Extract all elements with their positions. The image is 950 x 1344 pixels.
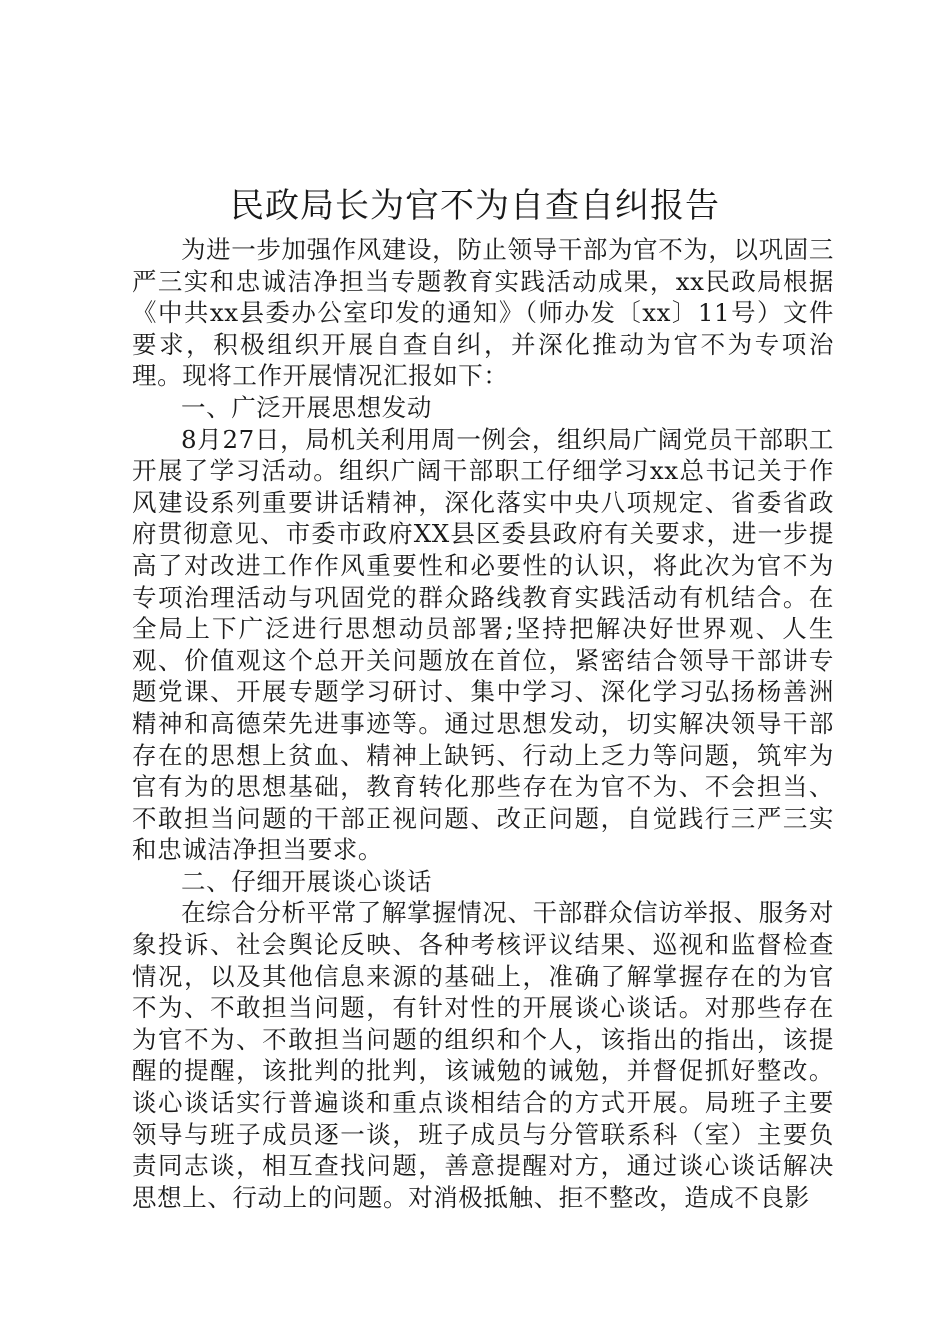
section-heading-1: 一、广泛开展思想发动: [181, 392, 432, 422]
section-body-2: 在综合分析平常了解掌握情况、干部群众信访举报、服务对象投诉、社会舆论反映、各种考核评议结果、巡视和监督检查情况，以及其他信息来源的基础上，准确了解掌握存在的为官不为、不敢担当问题，有针对性的开展谈心谈话。对那些存在为官不为、不敢担当问题的组织和个人，该指出的指出，该提醒的提醒，该批判的批判，该诫勉的诫勉，并督促抓好整改。谈心谈话实行普遍谈和重点谈相结合的方式开展。局班子主要领导与班子成员逐一谈，班子成员与分管联系科（室）主要负责同志谈，相互查找问题，善意提醒对方，通过谈心谈话解决思想上、行动上的问题。对消极抵触、拒不整改，造成不良影: [132, 898, 834, 1212]
document-body: [132, 234, 834, 1213]
document-title: 民政局长为官不为自查自纠报告: [230, 186, 720, 226]
intro-paragraph: 为进一步加强作风建设，防止领导干部为官不为，以巩固三严三实和忠诚洁净担当专题教育实践活动成果，xx民政局根据《中共xx县委办公室印发的通知》（师办发〔xx〕11号）文件要求，积极组织开展自查自纠，并深化推动为官不为专项治理。现将工作开展情况汇报如下：: [132, 235, 834, 391]
section-body-1: 8月27日，局机关利用周一例会，组织局广阔党员干部职工开展了学习活动。组织广阔干部职工仔细学习xx总书记关于作风建设系列重要讲话精神，深化落实中央八项规定、省委省政府贯彻意见、市委市政府XX县区委县政府有关要求，进一步提高了对改进工作作风重要性和必要性的认识，将此次为官不为专项治理活动与巩固党的群众路线教育实践活动有机结合。在全局上下广泛进行思想动员部署;坚持把解决好世界观、人生观、价值观这个总开关问题放在首位，紧密结合领导干部讲专题党课、开展专题学习研讨、集中学习、深化学习弘扬杨善洲精神和高德荣先进事迹等。通过思想发动，切实解决领导干部存在的思想上贫血、精神上缺钙、行动上乏力等问题，筑牢为官有为的思想基础，教育转化那些存在为官不为、不会担当、不敢担当问题的干部正视问题、改正问题，自觉践行三严三实和忠诚洁净担当要求。: [132, 424, 834, 865]
section-heading-2: 二、仔细开展谈心谈话: [181, 866, 432, 896]
